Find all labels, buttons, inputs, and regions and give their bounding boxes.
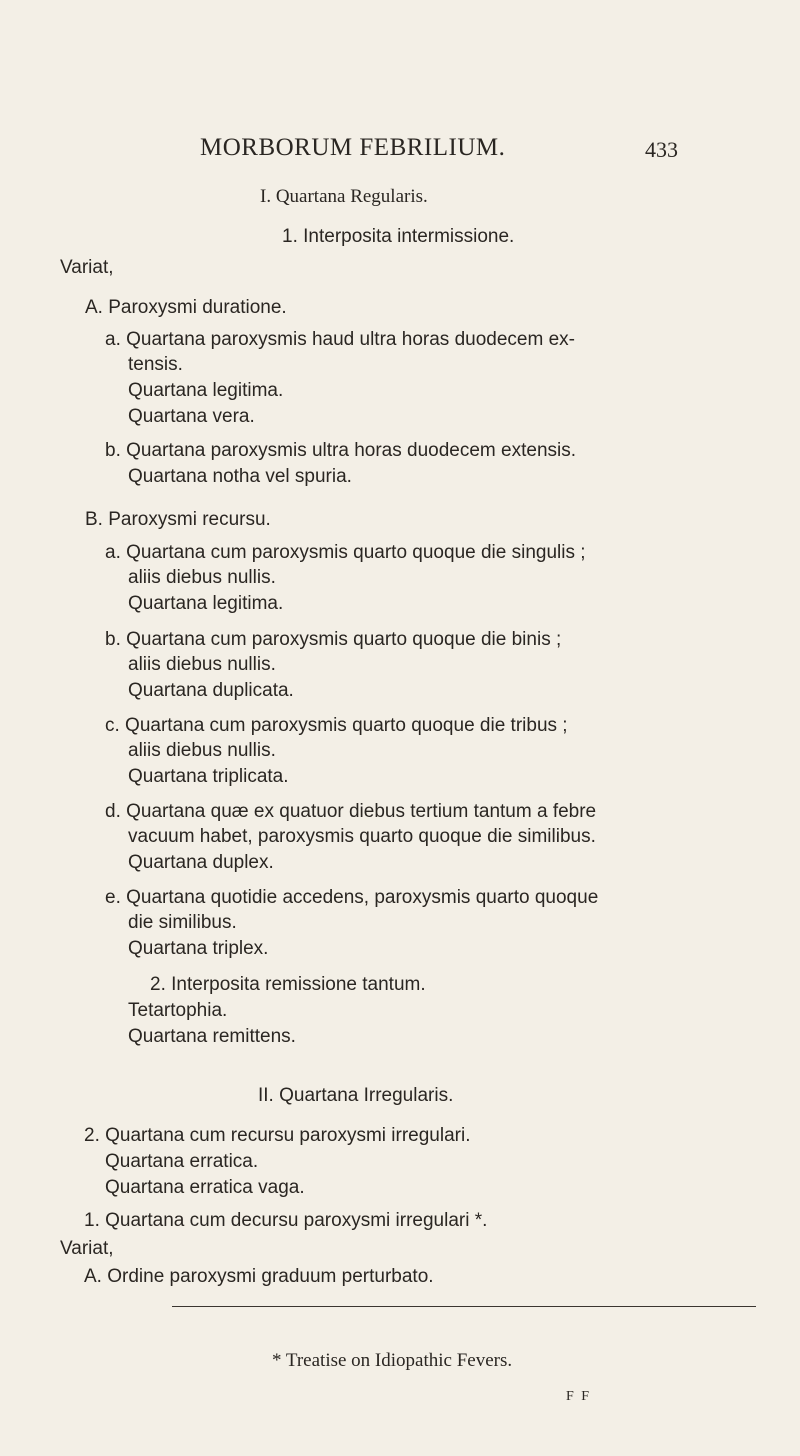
text-line: A. Ordine paroxysmi graduum perturbato. — [84, 1266, 434, 1287]
signature-mark: F F — [566, 1389, 592, 1404]
footnote: * Treatise on Idiopathic Fevers. — [272, 1350, 513, 1371]
running-title: MORBORUM FEBRILIUM. — [200, 134, 506, 161]
text-line: B. Paroxysmi recursu. — [85, 509, 271, 530]
text-line: c. Quartana cum paroxysmis quarto quoque die tribus ; — [105, 715, 568, 736]
text-line: Quartana duplex. — [128, 852, 274, 873]
subsection-heading: 2. Interposita remissione tantum. — [150, 974, 426, 995]
text-line: Tetartophia. — [128, 1000, 228, 1021]
text-line: Quartana duplicata. — [128, 680, 294, 701]
text-line: d. Quartana quæ ex quatuor diebus tertium tantum a febre — [105, 801, 597, 822]
text-line: a. Quartana cum paroxysmis quarto quoque die singulis ; — [105, 542, 586, 563]
text-line: b. Quartana paroxysmis ultra horas duodecem extensis. — [105, 440, 577, 461]
text-line: e. Quartana quotidie accedens, paroxysmis quarto quoque — [105, 887, 599, 908]
text-line: Quartana legitima. — [128, 593, 284, 614]
text-line: aliis diebus nullis. — [128, 740, 276, 761]
text-line: vacuum habet, paroxysmis quarto quoque die similibus. — [128, 826, 596, 847]
text-line: Quartana erratica. — [105, 1151, 259, 1172]
text-line: aliis diebus nullis. — [128, 567, 276, 588]
text-line: die similibus. — [128, 912, 237, 933]
variat-label: Variat, — [60, 257, 114, 278]
text-line: Quartana vera. — [128, 406, 255, 427]
text-line: aliis diebus nullis. — [128, 654, 276, 675]
text-line: 2. Quartana cum recursu paroxysmi irregulari. — [84, 1125, 471, 1146]
text-line: Quartana erratica vaga. — [105, 1177, 305, 1198]
text-line: Quartana legitima. — [128, 380, 284, 401]
variat-label: Variat, — [60, 1238, 114, 1259]
text-line: Quartana remittens. — [128, 1026, 296, 1047]
subsection-heading: 1. Interposita intermissione. — [282, 226, 515, 247]
text-line: Quartana notha vel spuria. — [128, 466, 352, 487]
text-line: Quartana triplicata. — [128, 766, 289, 787]
text-line: Quartana triplex. — [128, 938, 269, 959]
text-line: 1. Quartana cum decursu paroxysmi irregulari *. — [84, 1210, 488, 1231]
section-heading: II. Quartana Irregularis. — [258, 1085, 454, 1106]
text-line: b. Quartana cum paroxysmis quarto quoque die binis ; — [105, 629, 562, 650]
section-heading: I. Quartana Regularis. — [260, 186, 428, 207]
text-line: a. Quartana paroxysmis haud ultra horas duodecem ex- — [105, 329, 575, 350]
footnote-divider — [172, 1306, 756, 1307]
text-line: tensis. — [128, 354, 183, 375]
text-line: A. Paroxysmi duratione. — [85, 297, 287, 318]
page-number: 433 — [645, 137, 678, 162]
